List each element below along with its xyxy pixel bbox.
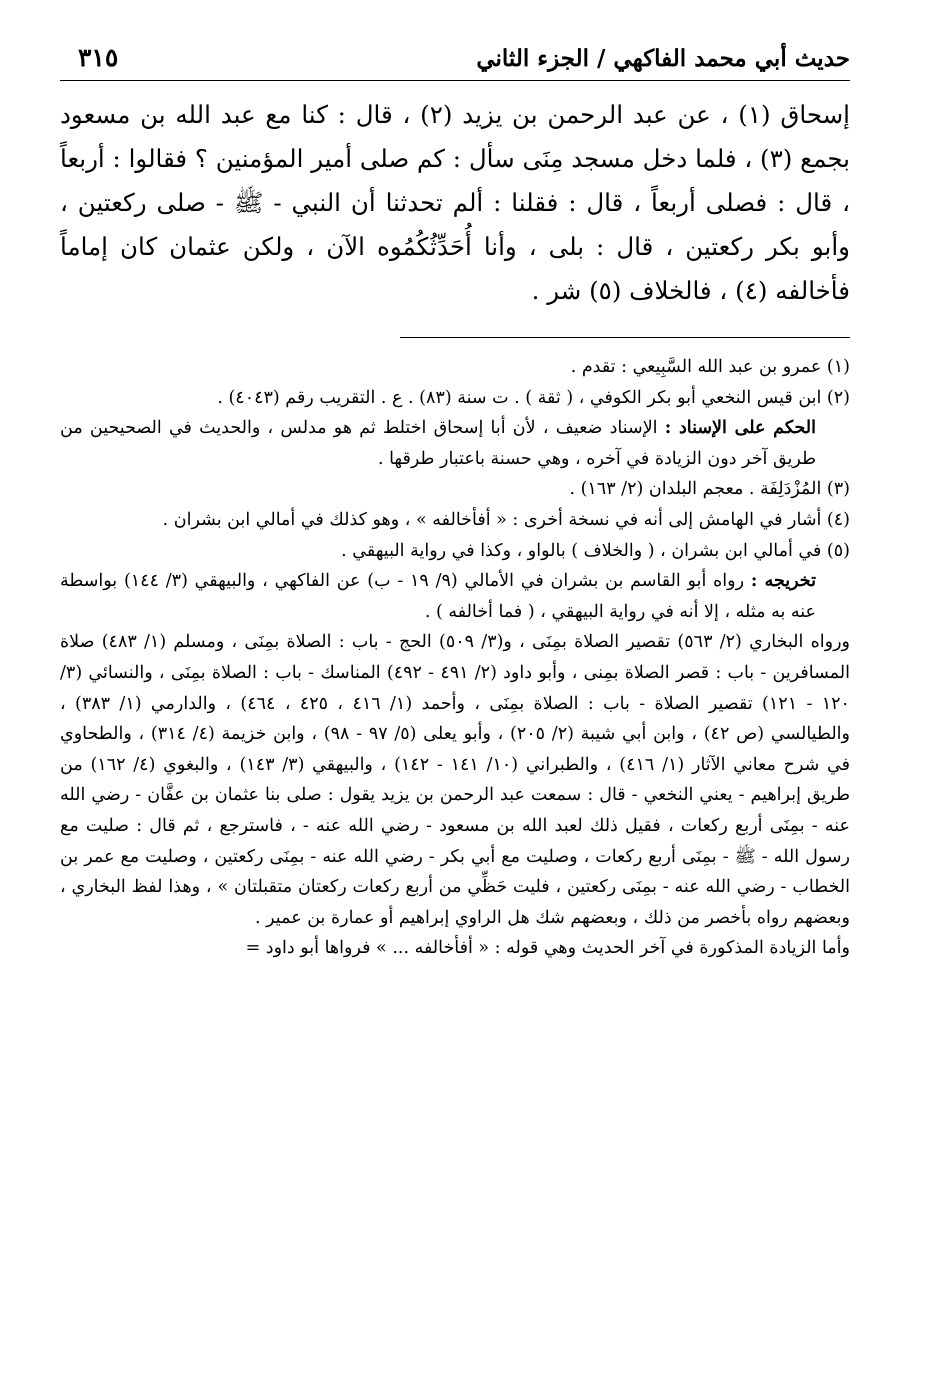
footnote-2: (٢) ابن قيس النخعي أبو بكر الكوفي ، ( ثقة ) . ت سنة (٨٣) . ع . التقريب رقم (٤٠٤٣) . — [217, 387, 850, 408]
page — [60, 30, 850, 964]
footnote-5-continuation: وأما الزيادة المذكورة في آخر الحديث وهي قوله : « أفأخالفه ... » فرواها أبو داود = — [245, 938, 850, 959]
takhrij-label: تخريجه : — [750, 571, 816, 592]
ruling-label: الحكم على الإسناد : — [664, 418, 816, 439]
footnote-5-takhrij — [60, 566, 850, 627]
running-title: حديث أبي محمد الفاكهي / الجزء الثاني — [476, 45, 850, 72]
footnote-2-ruling — [60, 413, 850, 474]
footnote-5-sources: ورواه البخاري (٢/ ٥٦٣) تقصير الصلاة بمِنَى ، و(٣/ ٥٠٩) الحج - باب : الصلاة بمِنَى ، ومسلم (١/ ٤٨٣) صلاة المسافرين - باب : قصر الصلاة بمِنى ، وأبو داود (٢/ ٤٩١ - ٤٩٢) المناسك - باب : الصلاة بمِنَى ، والنسائي (٣/ ١٢٠ - ١٢١) تقصير الصلاة - باب : الصلاة بمِنَى ، وأحمد (١/ ٤١٦ ، ٤٢٥ ، ٤٦٤) ، والدارمي (١/ ٣٨٣) ، والطيالسي (ص ٤٢) ، وابن أبي شيبة (٢/ ٢٠٥) ، وأبو يعلى (٥/ ٩٧ - ٩٨) ، وابن خزيمة (٤/ ٣١٤) ، والطحاوي في شرح معاني الآثار (١/ ٤١٦) ، والطبراني (١٠/ ١٤١ - ١٤٢) ، والبيهقي (٣/ ١٤٣) ، والبغوي (٤/ ١٦٢) من طريق إبراهيم - يعني النخعي - قال : سمعت عبد الرحمن بن يزيد يقول : صلى بنا عثمان بن عفَّان - رضي الله عنه - بمِنَى أربع ركعات ، فقيل ذلك لعبد الله بن مسعود - رضي الله عنه - ، فاسترجع ، ثم قال : صليت مع رسول الله - ﷺ - بمِنَى أربع ركعات ، وصليت مع أبي بكر - رضي الله عنه - بمِنَى ركعتين ، وصليت مع عمر بن الخطاب - رضي الله عنه - بمِنَى ركعتين ، فليت حَظِّي من أربع ركعات ركعتان متقبلتان » ، وهذا لفظ البخاري ، وبعضهم رواه بأخصر من ذلك ، وبعضهم شك هل الراوي إبراهيم أو عمارة بن عمير . — [60, 632, 850, 928]
takhrij-text: رواه أبو القاسم بن بشران في الأمالي (٩/ ١٩ - ب) عن الفاكهي ، والبيهقي (٣/ ١٤٤) بواسطة عنه به مثله ، إلا أنه في رواية البيهقي ، ( فما أخالفه ) . — [60, 571, 816, 622]
footnote-separator — [400, 337, 850, 338]
footnote-3: (٣) المُزْدَلِفَة . معجم البلدان (٢/ ١٦٣) . — [569, 479, 850, 500]
footnote-5: (٥) في أمالي ابن بشران ، ( والخلاف ) بالواو ، وكذا في رواية البيهقي . — [341, 540, 850, 561]
main-paragraph: إسحاق (١) ، عن عبد الرحمن بن يزيد (٢) ، قال : كنا مع عبد الله بن مسعود بجمع (٣) ، فلما دخل مسجد مِنَى سأل : كم صلى أمير المؤمنين ؟ فقالوا : أربعاً ، قال : فصلى أربعاً ، قال : فقلنا : ألم تحدثنا أن النبي - ﷺ - صلى ركعتين ، وأبو بكر ركعتين ، قال : بلى ، وأنا أُحَدِّثُكُمُوه الآن ، ولكن عثمان كان إماماً فأخالفه (٤) ، فالخلاف (٥) شر . — [60, 100, 851, 305]
ruling-text: الإسناد ضعيف ، لأن أبا إسحاق اختلط ثم هو مدلس ، والحديث في الصحيحين من طريق آخر دون الزيادة في آخره ، وهي حسنة باعتبار طرقها . — [60, 418, 816, 469]
footnotes — [60, 352, 850, 964]
footnote-4: (٤) أشار في الهامش إلى أنه في نسخة أخرى : « أفأخالفه » ، وهو كذلك في أمالي ابن بشران . — [162, 509, 850, 530]
running-header — [60, 30, 850, 74]
page-number: ٣١٥ — [78, 43, 119, 72]
footnote-1: (١) عمرو بن عبد الله السَّبِيعي : تقدم . — [570, 357, 850, 377]
main-text — [60, 93, 850, 313]
header-rule — [60, 80, 850, 81]
